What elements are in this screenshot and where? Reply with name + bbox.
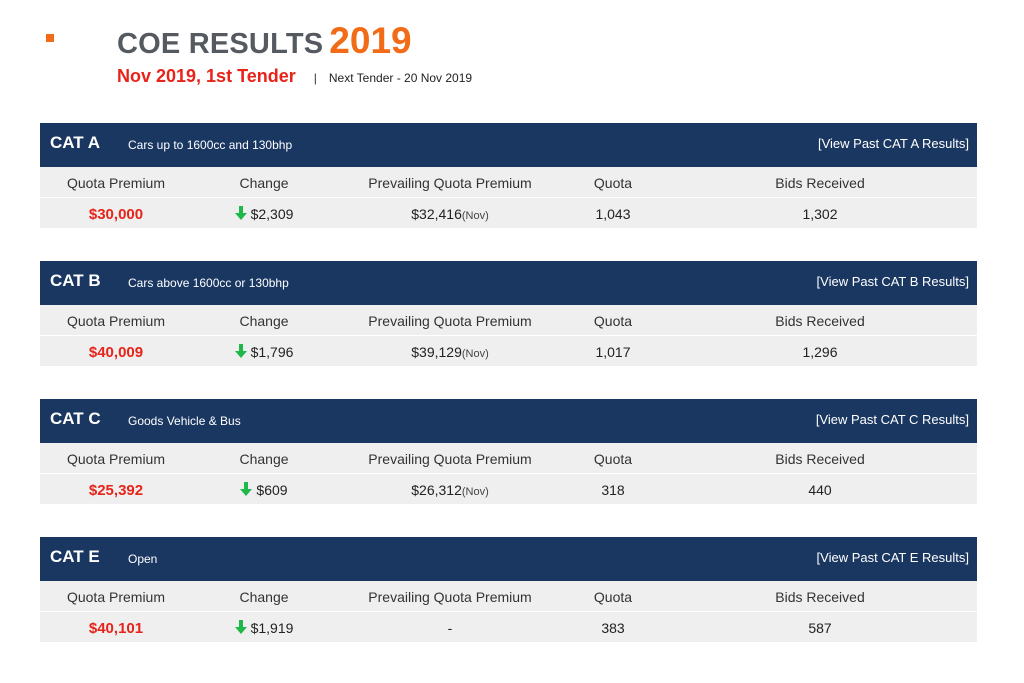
col-change: Change [239,175,289,191]
col-prevailing: Prevailing Quota Premium [368,451,532,467]
page-title [117,20,412,62]
arrow-down-icon [235,620,247,634]
value-row [40,474,977,504]
category-header [40,537,977,581]
quota-value: 383 [601,620,625,636]
column-header-row [40,443,977,474]
cat-c-block [40,399,977,504]
change-amount: $609 [256,482,288,498]
col-bids: Bids Received [775,589,865,605]
arrow-down-icon [240,482,252,496]
cat-e-block [40,537,977,642]
col-quota: Quota [593,175,633,191]
view-past-results-link[interactable]: [View Past CAT B Results] [816,274,969,289]
change-value [202,482,326,498]
col-change: Change [239,589,289,605]
category-name: CAT B [50,271,101,290]
category-description: Cars above 1600cc or 130bhp [128,276,289,290]
col-change: Change [239,451,289,467]
prevailing-month: (Nov) [461,210,489,222]
change-amount: $2,309 [250,206,294,222]
col-quota-premium: Quota Premium [66,175,166,191]
column-header-row [40,581,977,612]
category-name: CAT E [50,547,100,566]
bids-value: 587 [808,620,832,636]
quota-value: 1,043 [595,206,631,222]
col-prevailing: Prevailing Quota Premium [368,175,532,191]
current-tender: Nov 2019, 1st Tender [117,66,296,86]
col-bids: Bids Received [775,313,865,329]
cat-a-block [40,123,977,228]
change-value [202,344,326,360]
category-description: Cars up to 1600cc and 130bhp [128,138,293,152]
prevailing-month: (Nov) [461,348,489,360]
prevailing-amount: - [447,620,453,636]
prevailing-amount: $32,416 [411,206,462,222]
col-bids: Bids Received [775,451,865,467]
prevailing-value [330,344,570,360]
col-quota: Quota [593,313,633,329]
page-title-year: 2019 [329,20,412,61]
quota-premium-value: $40,101 [88,620,144,637]
col-change: Change [239,313,289,329]
col-bids: Bids Received [775,175,865,191]
tender-info [117,66,472,87]
column-header-row [40,167,977,198]
view-past-results-link[interactable]: [View Past CAT E Results] [816,550,969,565]
change-amount: $1,796 [250,344,294,360]
value-row [40,612,977,642]
col-quota-premium: Quota Premium [66,589,166,605]
bids-value: 440 [808,482,832,498]
cat-b-block [40,261,977,366]
value-row [40,336,977,366]
arrow-down-icon [235,344,247,358]
prevailing-value [330,206,570,222]
col-quota: Quota [593,451,633,467]
change-value [202,206,326,222]
category-header [40,123,977,167]
page-title-text: COE RESULTS [117,28,324,60]
category-description: Goods Vehicle & Bus [128,414,241,428]
category-name: CAT A [50,133,101,152]
view-past-results-link[interactable]: [View Past CAT C Results] [815,412,969,427]
arrow-down-icon [235,206,247,220]
next-tender: Next Tender - 20 Nov 2019 [328,71,473,85]
tender-separator: | [313,71,317,85]
category-name: CAT C [50,409,101,428]
prevailing-amount: $26,312 [411,482,462,498]
prevailing-amount: $39,129 [411,344,462,360]
quota-premium-value: $25,392 [88,482,144,499]
col-prevailing: Prevailing Quota Premium [368,589,532,605]
value-row [40,198,977,228]
prevailing-month: (Nov) [461,486,489,498]
quota-premium-value: $40,009 [88,344,144,361]
category-header [40,399,977,443]
change-amount: $1,919 [250,620,294,636]
quota-premium-value: $30,000 [88,206,144,223]
quota-value: 318 [601,482,625,498]
prevailing-value [330,620,570,636]
col-quota-premium: Quota Premium [66,451,166,467]
col-quota: Quota [593,589,633,605]
bids-value: 1,302 [802,206,838,222]
bids-value: 1,296 [802,344,838,360]
category-description: Open [128,552,158,566]
view-past-results-link[interactable]: [View Past CAT A Results] [817,136,969,151]
quota-value: 1,017 [595,344,631,360]
title-bullet-icon [46,34,54,42]
category-header [40,261,977,305]
prevailing-value [330,482,570,498]
column-header-row [40,305,977,336]
col-quota-premium: Quota Premium [66,313,166,329]
col-prevailing: Prevailing Quota Premium [368,313,532,329]
change-value [202,620,326,636]
